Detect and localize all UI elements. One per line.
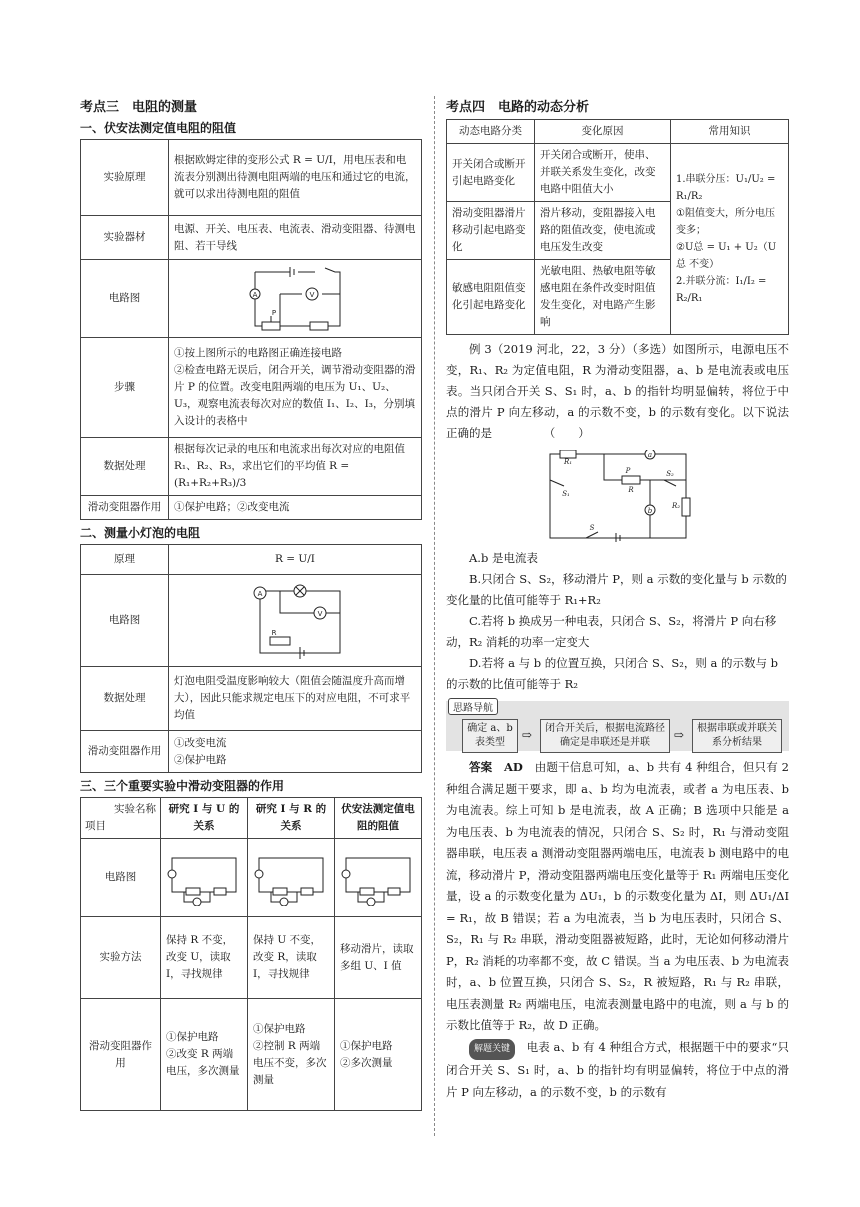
option-c: C.若将 b 换成另一种电表，只闭合 S、S₂，将滑片 P 向右移动，R₂ 消耗的功率一定变大 xyxy=(446,614,777,649)
row-key: 电路图 xyxy=(81,260,169,338)
cell: 保持 R 不变，改变 U，读取 I，寻找规律 xyxy=(161,917,248,999)
table-row xyxy=(81,731,422,773)
table-row xyxy=(81,575,422,667)
col-head: 常用知识 xyxy=(671,120,789,144)
row-key: 数据处理 xyxy=(81,667,169,731)
voltammetry-table xyxy=(80,139,422,520)
svg-text:V: V xyxy=(317,609,323,618)
circuit-small-2 xyxy=(248,839,335,917)
row-key: 滑动变阻器作用 xyxy=(81,999,161,1111)
lamp-table xyxy=(80,544,422,773)
row-key: 电路图 xyxy=(81,575,169,667)
col-head-1: 研究 I 与 U 的关系 xyxy=(161,798,248,839)
knowledge-cell: 1.串联分压：U₁/U₂ = R₁/R₂ ①阻值变大，所分电压变多； ②U总 = U₁ + U₂（U总 不变） 2.并联分流：I₁/I₂ = R₂/R₁ xyxy=(671,144,789,335)
svg-text:P: P xyxy=(625,467,631,475)
option-b: B.只闭合 S、S₂，移动滑片 P，则 a 示数的变化量与 b 示数的变化量的比值可能等于 R₁+R₂ xyxy=(446,572,787,607)
rheostat-table xyxy=(80,797,422,1111)
cell: 移动滑片，读取多组 U、I 值 xyxy=(335,917,422,999)
circuit-small-1 xyxy=(161,839,248,917)
row-key: 原理 xyxy=(81,545,169,575)
row-key: 滑动变阻器作用 xyxy=(81,496,169,520)
table-row xyxy=(81,496,422,520)
guide-tag: 思路导航 xyxy=(448,698,498,715)
row-value: ①改变电流 ②保护电路 xyxy=(169,731,422,773)
cell: 光敏电阻、热敏电阻等敏感电阻在条件改变时阻值发生变化，对电路产生影响 xyxy=(535,260,671,335)
option-d: D.若将 a 与 b 的位置互换，只闭合 S、S₂，则 a 的示数与 b 的示数的比值可能等于 R₂ xyxy=(446,656,779,691)
left-column xyxy=(80,96,422,1111)
svg-text:R₁: R₁ xyxy=(563,458,573,466)
cell: ①保护电路 ②改变 R 两端电压，多次测量 xyxy=(161,999,248,1111)
table-row xyxy=(81,338,422,438)
option-a: A.b 是电流表 xyxy=(469,551,538,565)
svg-text:S: S xyxy=(589,524,595,532)
row-value: 电源、开关、电压表、电流表、滑动变阻器、待测电阻、若干导线 xyxy=(169,216,422,260)
svg-text:P: P xyxy=(271,308,277,317)
table-row xyxy=(81,438,422,496)
row-key: 电路图 xyxy=(81,839,161,917)
cell: ①保护电路 ②多次测量 xyxy=(335,999,422,1111)
col-head-3: 伏安法测定值电阻的阻值 xyxy=(335,798,422,839)
answer-text: 由题干信息可知，a、b 共有 4 种组合，但只有 2 种组合满足题干要求，即 a、b 均为电流表，或者 a 为电压表、b 为电流表。综上可知 b 是电流表，故 A 正确；B 选项中只能是 a 为电压表、b 为电流表的情况，只闭合 S、S₂ 时，R₁ 与滑动变阻器串联，电压表 a 测滑动变阻器两端电压，电流表 b 测电路中的电流，移动滑片 P，滑动变阻器两端电压变化量等于 R₁ 两端电压变化量，设 a 的示数变化量为 ΔU₁，b 的示数变化量为 ΔI，则 ΔU₁/ΔI = R₁，故 B 错误；若 a 为电流表，当 b 为电压表时，只闭合 S、S₂，R₁ 与 R₂ 串联，滑动变阻器被短路，此时，无论如何移动滑片 P，R₂ 消耗的功率都不变，故 C 错误。当 a 为电压表、b 为电流表时，a、b 位置互换，只闭合 S、S₂，R 被短路，R₁ 与 R₂ 串联，电压表测量 R₂ 两端电压，电流表测量电路中的电流，则 a 与 b 的示数比值等于 R₂，故 D 正确。 xyxy=(446,760,789,1032)
table-row xyxy=(81,839,422,917)
thinking-guide xyxy=(446,701,789,751)
svg-text:b: b xyxy=(647,507,653,515)
cell: 敏感电阻阻值变化引起电路变化 xyxy=(447,260,535,335)
svg-text:R: R xyxy=(628,486,634,494)
right-column xyxy=(446,96,789,1103)
s2-title: 二、测量小灯泡的电阻 xyxy=(80,526,201,540)
table-row xyxy=(81,667,422,731)
arrow-icon: ⇨ xyxy=(522,728,533,742)
cell: 保持 U 不变，改变 R，读取 I，寻找规律 xyxy=(248,917,335,999)
cell: 开关闭合或断开引起电路变化 xyxy=(447,144,535,202)
dynamic-table xyxy=(446,119,789,335)
row-value: 根据欧姆定律的变形公式 R = U/I，用电压表和电流表分别测出待测电阻两端的电压和通过它的电流，就可以求出待测电阻的阻值 xyxy=(169,140,422,216)
table-row xyxy=(81,260,422,338)
corner-cell xyxy=(81,798,161,839)
example-3 xyxy=(446,339,789,444)
row-key: 步骤 xyxy=(81,338,169,438)
key-badge: 解题关键 xyxy=(469,1039,515,1061)
table-header-row xyxy=(81,798,422,839)
row-key: 数据处理 xyxy=(81,438,169,496)
svg-text:a: a xyxy=(647,451,653,459)
row-value: 根据每次记录的电压和电流求出每次对应的电阻值 R₁、R₂、R₃，求出它们的平均值 R = (R₁+R₂+R₃)/3 xyxy=(169,438,422,496)
row-key: 实验方法 xyxy=(81,917,161,999)
cell: ①保护电路 ②控制 R 两端电压不变，多次测量 xyxy=(248,999,335,1111)
circuit-small xyxy=(166,850,242,906)
cell: 滑片移动，变阻器接入电路的阻值改变，使电流或电压发生改变 xyxy=(535,202,671,260)
svg-text:V: V xyxy=(309,290,315,299)
answer-block xyxy=(446,757,789,1103)
s1-title: 一、伏安法测定值电阻的阻值 xyxy=(80,121,237,135)
svg-text:A: A xyxy=(252,290,258,299)
circuit-voltammetry xyxy=(240,264,350,334)
col-head-2: 研究 I 与 R 的关系 xyxy=(248,798,335,839)
col-head: 变化原因 xyxy=(535,120,671,144)
example-circuit xyxy=(546,450,696,542)
circuit-small-3 xyxy=(335,839,422,917)
svg-text:S₁: S₁ xyxy=(562,490,570,498)
guide-step-2: 闭合开关后，根据电流路径确定是串联还是并联 xyxy=(540,719,670,753)
col-head: 动态电路分类 xyxy=(447,120,535,144)
arrow-icon: ⇨ xyxy=(674,728,685,742)
cell: 开关闭合或断开，使串、并联关系发生变化，改变电路中阻值大小 xyxy=(535,144,671,202)
svg-text:S₂: S₂ xyxy=(666,470,674,478)
table-row xyxy=(447,144,789,202)
key-text: 电表 a、b 有 4 种组合方式，根据题干中的要求“只闭合开关 S、S₁ 时，a、b 的指针均有明显偏转，将位于中点的滑片 P 向左移动，a 的示数不变，b 的示数有 xyxy=(446,1039,789,1099)
svg-text:R₂: R₂ xyxy=(671,502,681,510)
guide-step-3: 根据串联或并联关系分析结果 xyxy=(692,719,782,753)
table-row xyxy=(81,999,422,1111)
answer-label: 答案 AD xyxy=(469,760,523,774)
row-key: 滑动变阻器作用 xyxy=(81,731,169,773)
table-header-row xyxy=(447,120,789,144)
row-value: 灯泡电阻受温度影响较大（阻值会随温度升高而增大），因此只能求规定电压下的对应电阻，不可求平均值 xyxy=(169,667,422,731)
cell: 滑动变阻器滑片移动引起电路变化 xyxy=(447,202,535,260)
row-value: ①按上图所示的电路图正确连接电路 ②检查电路无误后，闭合开关，调节滑动变阻器的滑片 P 的位置。改变电阻两端的电压为 U₁、U₂、U₃，观察电流表每次对应的数值 I₁、I₂、I₃，分别填入设计的表格中 xyxy=(169,338,422,438)
section-title-4: 考点四 电路的动态分析 xyxy=(446,100,590,115)
circuit-small xyxy=(340,850,416,906)
circuit-diagram-2 xyxy=(169,575,422,667)
example-text: 例 3（2019 河北，22，3 分）（多选）如图所示，电源电压不变，R₁、R₂ 为定值电阻，R 为滑动变阻器，a、b 是电流表或电压表。当只闭合开关 S、S₁ 时，a、b 的指针均明显偏转，将位于中点的滑片 P 向左移动，a 的示数不变，b 的示数有变化。以下说法正确的是 （ ） xyxy=(446,342,789,440)
row-value: ①保护电路；②改变电流 xyxy=(169,496,422,520)
svg-text:A: A xyxy=(257,589,263,598)
table-row xyxy=(81,545,422,575)
table-row xyxy=(81,216,422,260)
row-key: 实验原理 xyxy=(81,140,169,216)
table-row xyxy=(81,140,422,216)
circuit-small xyxy=(253,850,329,906)
section-title-3: 考点三 电阻的测量 xyxy=(80,100,198,115)
corner-top: 实验名称 xyxy=(114,803,156,815)
row-key: 实验器材 xyxy=(81,216,169,260)
options xyxy=(446,548,789,695)
column-divider xyxy=(434,96,435,1136)
guide-step-1: 确定 a、b 表类型 xyxy=(462,719,518,753)
s3-title: 三、三个重要实验中滑动变阻器的作用 xyxy=(80,779,285,793)
svg-text:R: R xyxy=(271,628,277,637)
circuit-lamp xyxy=(240,581,350,661)
corner-bottom: 项目 xyxy=(85,820,106,832)
row-value: R = U/I xyxy=(169,545,422,575)
table-row xyxy=(81,917,422,999)
circuit-diagram-1 xyxy=(169,260,422,338)
